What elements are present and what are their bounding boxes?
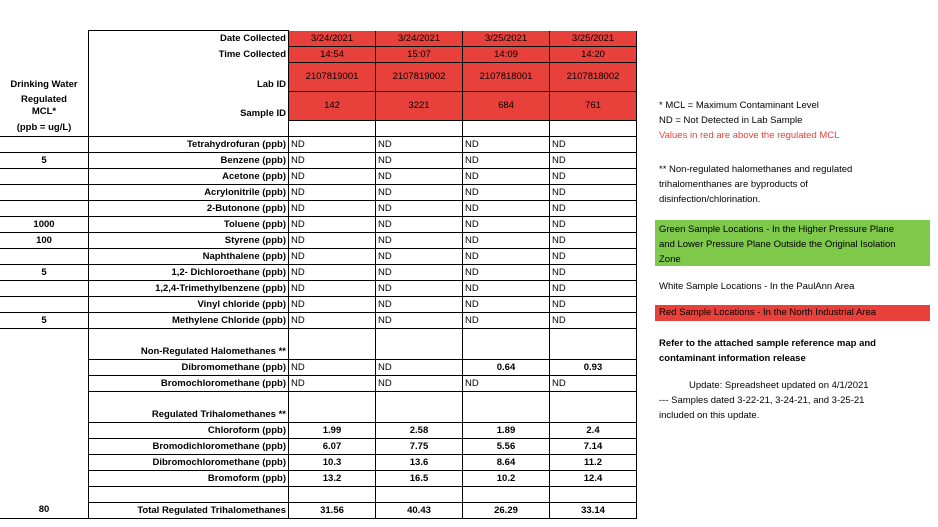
value-cell: ND [289,359,376,375]
red-values-note: Values in red are above the regulated MCL [659,130,840,141]
value-cell: ND [463,136,550,152]
total-value: 26.29 [463,502,550,518]
white-location-legend: White Sample Locations - In the PaulAnn Area [659,281,855,292]
blank [463,328,550,344]
mcl-value [0,248,89,264]
blank [463,120,550,136]
mcl-value: 5 [0,152,89,168]
lab-label: Lab ID [89,62,289,91]
table-row [0,359,637,375]
analyte-label: Methylene Chloride (ppb) [89,312,289,328]
value-cell: ND [289,248,376,264]
table-row [0,120,637,136]
blank [0,407,89,423]
analyte-label: Acetone (ppb) [89,168,289,184]
analyte-label: Tetrahydrofuran (ppb) [89,136,289,152]
value-cell: 10.2 [463,470,550,486]
value-cell: ND [376,359,463,375]
value-cell: ND [376,152,463,168]
lab-cell: 2107819001 [289,62,376,91]
blank [376,328,463,344]
value-cell: ND [376,136,463,152]
table-row [0,486,637,502]
blank [0,359,89,375]
analyte-label: Naphthalene (ppb) [89,248,289,264]
mcl-value [0,168,89,184]
value-cell: ND [376,264,463,280]
blank [376,344,463,360]
lab-cell: 2107818001 [463,62,550,91]
value-cell: 2.4 [550,422,637,438]
analyte-label: Benzene (ppb) [89,152,289,168]
lab-cell: 2107818002 [550,62,637,91]
value-cell: ND [463,248,550,264]
value-cell: 13.6 [376,454,463,470]
value-cell: ND [550,264,637,280]
table-row [0,422,637,438]
results-table [0,30,637,519]
time-cell: 14:54 [289,46,376,62]
value-cell: ND [550,296,637,312]
value-cell: ND [289,296,376,312]
blank [463,407,550,423]
value-cell: ND [463,184,550,200]
value-cell: ND [463,312,550,328]
table-row [0,264,637,280]
table-row [0,200,637,216]
update-note: Update: Spreadsheet updated on 4/1/2021 --- Samples dated 3-22-21, 3-24-21, and 3-25-21 included on this update. [659,380,869,421]
time-cell: 15:07 [376,46,463,62]
blank [0,470,89,486]
mcl-value [0,136,89,152]
blank [0,344,89,360]
analyte-label: Bromoform (ppb) [89,470,289,486]
mcl-cell [0,31,89,47]
blank [0,391,89,407]
value-cell: ND [463,200,550,216]
table-row [0,248,637,264]
green-location-legend: Green Sample Locations - In the Higher Pressure Plane and Lower Pressure Plane Outside the Original Isolation Zone [655,220,930,266]
value-cell: ND [463,375,550,391]
blank [376,120,463,136]
value-cell: 2.58 [376,422,463,438]
table-row [0,391,637,407]
table-row [0,152,637,168]
blank [0,375,89,391]
analyte-label: Dibromomethane (ppb) [89,359,289,375]
value-cell: ND [550,280,637,296]
sample-cell: 761 [550,91,637,120]
value-cell: ND [463,168,550,184]
blank [289,407,376,423]
blank [550,120,637,136]
sample-cell: 684 [463,91,550,120]
mcl-definition: * MCL = Maximum Contaminant Level [659,100,819,111]
table-row [0,168,637,184]
mcl-title: Regulated MCL* [21,93,67,117]
value-cell: ND [289,168,376,184]
total-label: Total Regulated Trihalomethanes [89,502,289,518]
value-cell: 11.2 [550,454,637,470]
mcl-value: 100 [0,232,89,248]
value-cell: ND [376,216,463,232]
value-cell: ND [376,184,463,200]
table-row [0,375,637,391]
analyte-label: 2-Butonone (ppb) [89,200,289,216]
blank [89,486,289,502]
analyte-label: Dibromochloromethane (ppb) [89,454,289,470]
blank [0,328,89,344]
sample-cell: 3221 [376,91,463,120]
table-row [0,328,637,344]
sample-cell: 142 [289,91,376,120]
value-cell: 1.89 [463,422,550,438]
value-cell: 0.93 [550,359,637,375]
blank [0,422,89,438]
value-cell: ND [289,200,376,216]
value-cell: ND [376,312,463,328]
date-label: Date Collected [89,31,289,47]
blank [376,407,463,423]
analyte-label: 1,2- Dichloroethane (ppb) [89,264,289,280]
time-cell: 14:20 [550,46,637,62]
table-row [0,232,637,248]
value-cell: ND [376,232,463,248]
section-trihalomethanes: Regulated Trihalomethanes ** [89,407,289,423]
blank [550,391,637,407]
value-cell: 0.64 [463,359,550,375]
table-row [0,216,637,232]
table-row [0,344,637,360]
value-cell: ND [376,296,463,312]
blank [89,391,289,407]
legend-notes [659,98,839,143]
blank [89,120,289,136]
value-cell: ND [289,232,376,248]
blank [89,328,289,344]
value-cell: ND [376,200,463,216]
blank [463,344,550,360]
value-cell: ND [463,280,550,296]
analyte-label: Toluene (ppb) [89,216,289,232]
value-cell: 10.3 [289,454,376,470]
table-row [0,438,637,454]
date-cell: 3/24/2021 [289,31,376,47]
table-row [0,184,637,200]
date-cell: 3/25/2021 [463,31,550,47]
time-cell: 14:09 [463,46,550,62]
blank [463,486,550,502]
analyte-label: Bromochloromethane (ppb) [89,375,289,391]
total-value: 33.14 [550,502,637,518]
nd-definition: ND = Not Detected in Lab Sample [659,115,803,126]
value-cell: 13.2 [289,470,376,486]
value-cell: ND [550,152,637,168]
red-location-legend: Red Sample Locations - In the North Industrial Area [655,305,930,321]
analyte-label: Bromodichloromethane (ppb) [89,438,289,454]
table-row [0,280,637,296]
total-value: 40.43 [376,502,463,518]
value-cell: ND [550,168,637,184]
analyte-label: Styrene (ppb) [89,232,289,248]
table-row [0,296,637,312]
blank [0,438,89,454]
value-cell: ND [550,216,637,232]
value-cell: ND [550,200,637,216]
value-cell: ND [463,232,550,248]
value-cell: ND [289,264,376,280]
table-row [0,454,637,470]
section-halomethanes: Non-Regulated Halomethanes ** [89,344,289,360]
blank [550,344,637,360]
time-label: Time Collected [89,46,289,62]
analyte-label: 1,2,4-Trimethylbenzene (ppb) [89,280,289,296]
blank [289,391,376,407]
date-cell: 3/25/2021 [550,31,637,47]
mcl-value: 1000 [0,216,89,232]
mcl-cell [0,46,89,62]
mcl-value [0,200,89,216]
value-cell: ND [289,152,376,168]
blank [289,328,376,344]
value-cell: ND [550,248,637,264]
sample-label: Sample ID [89,91,289,120]
analyte-label: Vinyl chloride (ppb) [89,296,289,312]
value-cell: ND [376,248,463,264]
blank [289,344,376,360]
value-cell: ND [289,280,376,296]
value-cell: 8.64 [463,454,550,470]
value-cell: ND [376,375,463,391]
refer-note: Refer to the attached sample reference map and contaminant information release [659,338,876,364]
table-row [0,91,637,120]
blank [376,391,463,407]
table-row [0,502,637,518]
value-cell: 6.07 [289,438,376,454]
value-cell: ND [463,296,550,312]
table-row [0,62,637,91]
table-row [0,136,637,152]
blank [376,486,463,502]
table-row [0,46,637,62]
value-cell: 7.75 [376,438,463,454]
value-cell: ND [550,375,637,391]
value-cell: 1.99 [289,422,376,438]
value-cell: ND [550,184,637,200]
table-row [0,470,637,486]
value-cell: 12.4 [550,470,637,486]
value-cell: ND [463,216,550,232]
value-cell: 16.5 [376,470,463,486]
analyte-label: Acrylonitrile (ppb) [89,184,289,200]
total-value: 31.56 [289,502,376,518]
date-cell: 3/24/2021 [376,31,463,47]
total-mcl: 80 [0,502,89,518]
value-cell: ND [550,136,637,152]
lab-cell: 2107819002 [376,62,463,91]
mcl-title: Drinking Water [10,79,78,90]
table-row [0,31,637,47]
value-cell: ND [289,216,376,232]
mcl-value [0,296,89,312]
value-cell: 5.56 [463,438,550,454]
blank [550,328,637,344]
value-cell: 7.14 [550,438,637,454]
blank [463,391,550,407]
value-cell: ND [463,264,550,280]
value-cell: ND [289,136,376,152]
mcl-value: 5 [0,264,89,280]
value-cell: ND [463,152,550,168]
value-cell: ND [289,184,376,200]
blank [289,120,376,136]
table-row [0,407,637,423]
blank [550,486,637,502]
value-cell: ND [550,312,637,328]
mcl-title: (ppb = ug/L) [0,120,89,136]
value-cell: ND [550,232,637,248]
analyte-label: Chloroform (ppb) [89,422,289,438]
value-cell: ND [289,375,376,391]
blank [289,486,376,502]
mcl-value [0,280,89,296]
blank [0,454,89,470]
value-cell: ND [289,312,376,328]
value-cell: ND [376,168,463,184]
table-row [0,312,637,328]
mcl-value: 5 [0,312,89,328]
value-cell: ND [376,280,463,296]
byproducts-note: ** Non-regulated halomethanes and regulated trihalomenthanes are byproducts of disinfection/chlorination. [659,164,853,205]
mcl-value [0,184,89,200]
blank [0,486,89,502]
blank [550,407,637,423]
